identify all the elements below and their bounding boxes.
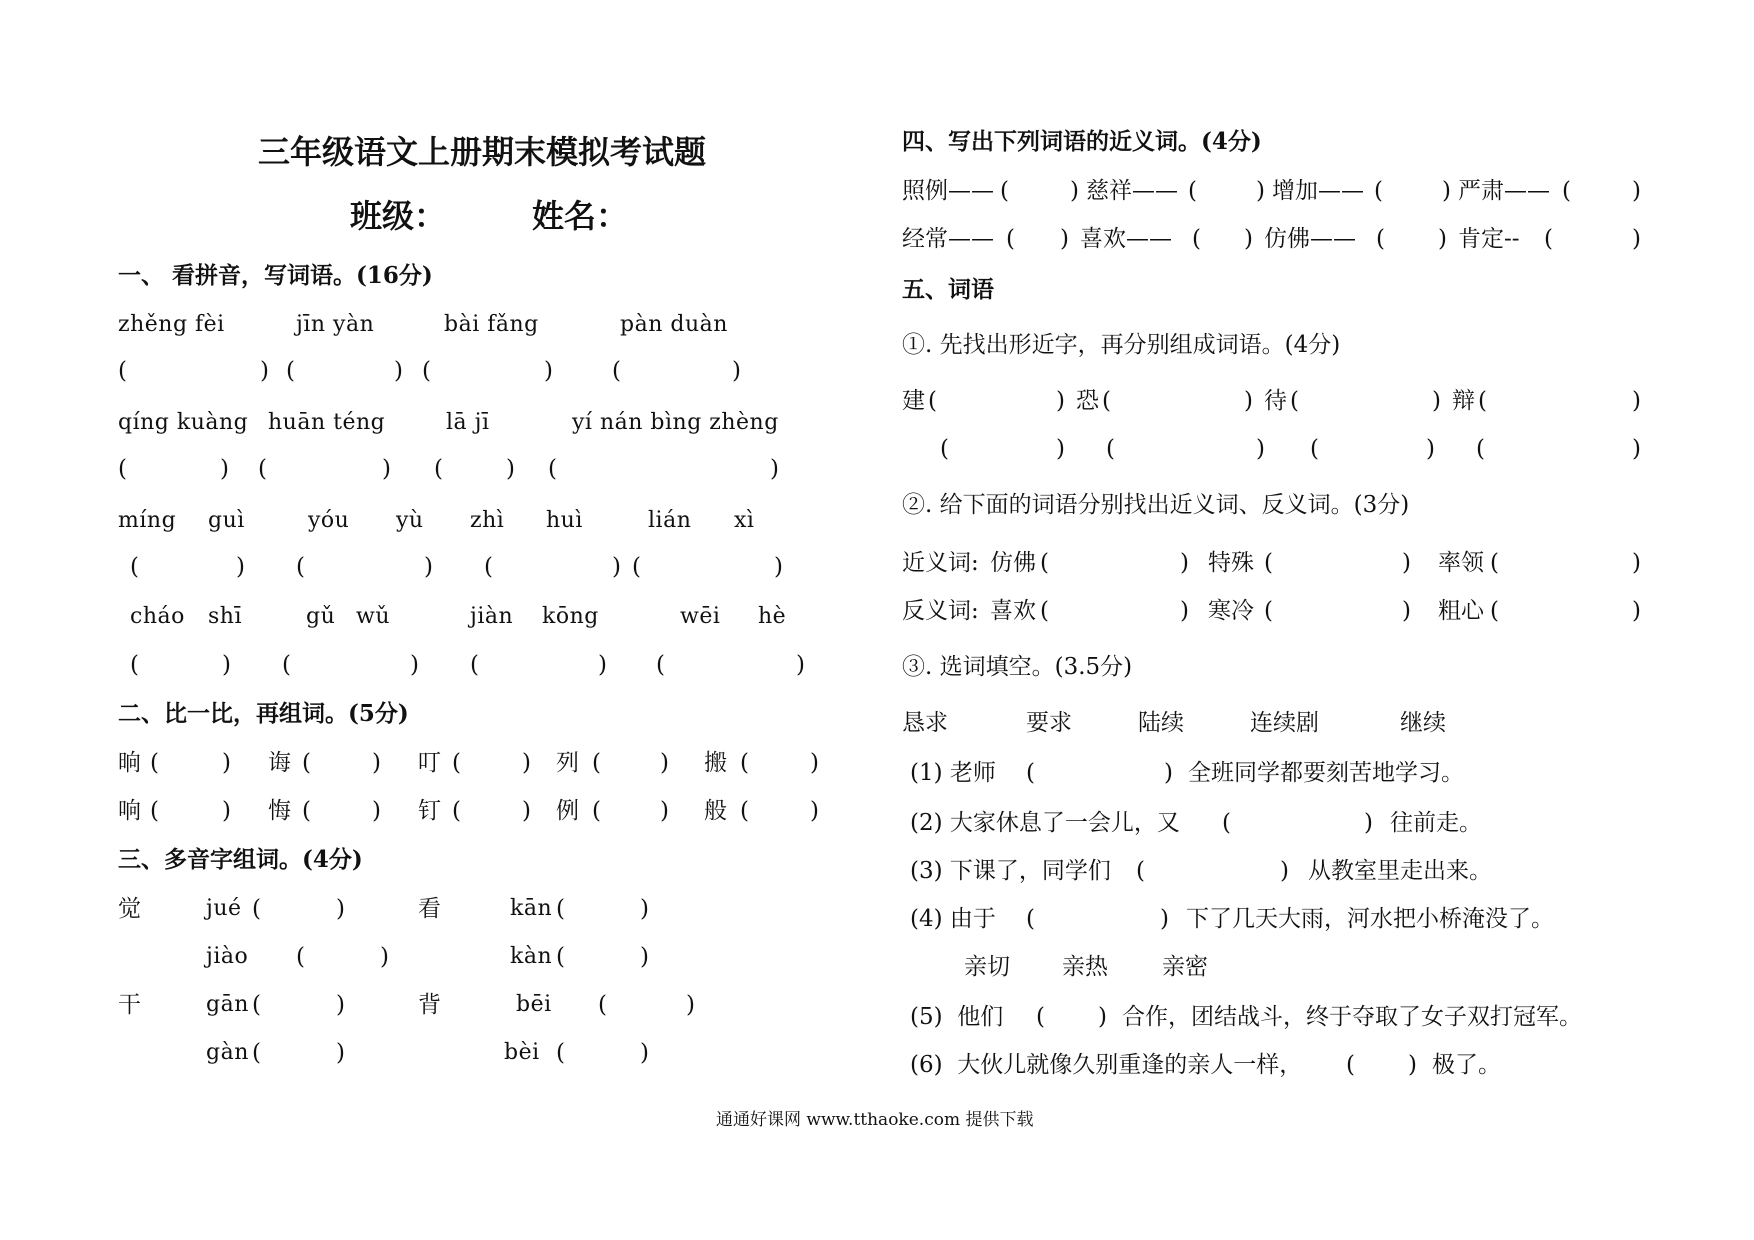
- polyphone-char: 干: [118, 992, 141, 1018]
- paren-close: ): [1160, 906, 1169, 932]
- pinyin: zhì: [470, 508, 505, 533]
- similar-char: 辩: [1452, 388, 1475, 414]
- choice-word: 连续剧: [1250, 710, 1319, 736]
- page-title: 三年级语文上册期末模拟考试题: [258, 133, 707, 171]
- class-label: 班级：: [350, 197, 447, 235]
- paren-close: ): [770, 456, 779, 482]
- pinyin: wǔ: [356, 604, 390, 629]
- paren-close: ): [424, 554, 433, 580]
- paren-close: ): [598, 652, 607, 678]
- paren-open: (: [940, 436, 949, 462]
- compare-char: 悔: [268, 798, 291, 824]
- paren-open: (: [1026, 760, 1035, 786]
- paren-close: ): [394, 358, 403, 384]
- pinyin: bēi: [516, 992, 552, 1017]
- paren-close: ): [1438, 226, 1447, 252]
- synonym-word: 喜欢——: [1080, 226, 1172, 252]
- paren-close: ): [1060, 226, 1069, 252]
- paren-close: ): [1632, 550, 1641, 576]
- sentence-6-end: 极了。: [1432, 1052, 1501, 1078]
- question-3: ③. 选词填空。(3.5分): [902, 654, 1133, 680]
- paren-close: ): [1070, 178, 1079, 204]
- paren-open: (: [150, 750, 159, 776]
- syn-word: 特殊: [1208, 550, 1254, 576]
- section-4-heading: 四、写出下列词语的近义词。(4分): [902, 128, 1262, 155]
- paren-close: ): [522, 798, 531, 824]
- paren-open: (: [592, 798, 601, 824]
- pinyin: lián: [648, 508, 692, 533]
- paren-open: (: [1478, 388, 1487, 414]
- pinyin: kān: [510, 896, 553, 921]
- pinyin: yóu: [308, 508, 350, 533]
- question-2: ②. 给下面的词语分别找出近义词、反义词。(3分): [902, 492, 1410, 518]
- similar-char: 恐: [1076, 388, 1099, 414]
- paren-open: (: [1188, 178, 1197, 204]
- sentence-5-end: 合作，团结战斗，终于夺取了女子双打冠军。: [1122, 1004, 1582, 1030]
- paren-open: (: [1376, 226, 1385, 252]
- pinyin: jué: [206, 896, 242, 921]
- paren-close: ): [380, 944, 389, 970]
- sentence-6-start: (6) 大伙儿就像久别重逢的亲人一样，: [910, 1052, 1303, 1078]
- synonym-label: 近义词:: [902, 550, 979, 576]
- paren-close: ): [1056, 436, 1065, 462]
- paren-open: (: [302, 798, 311, 824]
- pinyin: huān téng: [268, 410, 386, 435]
- antonym-label: 反义词:: [902, 598, 979, 624]
- paren-open: (: [1026, 906, 1035, 932]
- pinyin: xì: [734, 508, 755, 533]
- pinyin: gǔ: [306, 604, 336, 629]
- compare-char: 搬: [704, 750, 727, 776]
- paren-close: ): [810, 798, 819, 824]
- choice-word: 恳求: [902, 710, 948, 736]
- choice-word: 亲密: [1162, 954, 1208, 980]
- pinyin: lā jī: [446, 410, 490, 435]
- paren-close: ): [410, 652, 419, 678]
- polyphone-char: 背: [418, 992, 441, 1018]
- paren-open: (: [1544, 226, 1553, 252]
- paren-close: ): [1280, 858, 1289, 884]
- compare-char: 列: [556, 750, 579, 776]
- paren-close: ): [372, 798, 381, 824]
- paren-open: (: [302, 750, 311, 776]
- paren-open: (: [252, 992, 261, 1018]
- paren-close: ): [1098, 1004, 1107, 1030]
- pinyin: jiàn: [470, 604, 514, 629]
- sentence-3-start: (3) 下课了，同学们: [910, 858, 1111, 884]
- paren-close: ): [222, 750, 231, 776]
- paren-close: ): [810, 750, 819, 776]
- paren-close: ): [640, 896, 649, 922]
- paren-open: (: [928, 388, 937, 414]
- pinyin: jīn yàn: [296, 312, 375, 337]
- paren-open: (: [118, 456, 127, 482]
- paren-open: (: [592, 750, 601, 776]
- paren-close: ): [796, 652, 805, 678]
- pinyin: qíng kuàng: [118, 410, 249, 435]
- paren-close: ): [640, 944, 649, 970]
- paren-open: (: [1102, 388, 1111, 414]
- paren-open: (: [282, 652, 291, 678]
- synonym-word: 慈祥——: [1086, 178, 1178, 204]
- paren-close: ): [1442, 178, 1451, 204]
- paren-close: ): [640, 1040, 649, 1066]
- paren-open: (: [740, 798, 749, 824]
- paren-close: ): [686, 992, 695, 1018]
- choice-word: 亲热: [1062, 954, 1108, 980]
- pinyin: gàn: [206, 1040, 249, 1065]
- paren-open: (: [452, 798, 461, 824]
- paren-close: ): [220, 456, 229, 482]
- pinyin: míng: [118, 508, 177, 533]
- paren-close: ): [236, 554, 245, 580]
- paren-open: (: [452, 750, 461, 776]
- pinyin: yí nán bìng zhèng: [572, 410, 779, 435]
- paren-open: (: [1264, 598, 1273, 624]
- compare-char: 叮: [418, 750, 441, 776]
- compare-char: 般: [704, 798, 727, 824]
- compare-char: 晌: [118, 750, 141, 776]
- paren-close: ): [336, 992, 345, 1018]
- paren-close: ): [544, 358, 553, 384]
- paren-open: (: [1290, 388, 1299, 414]
- paren-open: (: [598, 992, 607, 1018]
- pinyin: guì: [208, 508, 245, 533]
- paren-close: ): [612, 554, 621, 580]
- sentence-2-end: 往前走。: [1390, 810, 1482, 836]
- ant-word: 粗心: [1438, 598, 1484, 624]
- choice-word: 亲切: [964, 954, 1010, 980]
- pinyin: gān: [206, 992, 249, 1017]
- paren-close: ): [1164, 760, 1173, 786]
- paren-close: ): [336, 896, 345, 922]
- paren-close: ): [732, 358, 741, 384]
- footer-text: 通通好课网 www.tthaoke.com 提供下载: [716, 1110, 1034, 1130]
- paren-close: ): [1244, 226, 1253, 252]
- pinyin: kàn: [510, 944, 553, 969]
- syn-word: 率领: [1438, 550, 1484, 576]
- paren-open: (: [296, 944, 305, 970]
- paren-open: (: [1346, 1052, 1355, 1078]
- pinyin: wēi: [680, 604, 721, 629]
- synonym-word: 仿佛——: [1264, 226, 1356, 252]
- pinyin: pàn duàn: [620, 312, 728, 337]
- question-1: ①. 先找出形近字，再分别组成词语。(4分): [902, 332, 1341, 358]
- paren-open: (: [1000, 178, 1009, 204]
- pinyin: yù: [396, 508, 424, 533]
- polyphone-char: 看: [418, 896, 441, 922]
- sentence-4-end: 下了几天大雨，河水把小桥淹没了。: [1186, 906, 1554, 932]
- paren-close: ): [1364, 810, 1373, 836]
- paren-open: (: [548, 456, 557, 482]
- paren-open: (: [556, 896, 565, 922]
- paren-open: (: [1040, 598, 1049, 624]
- paren-close: ): [660, 798, 669, 824]
- paren-close: ): [1256, 436, 1265, 462]
- paren-close: ): [1632, 178, 1641, 204]
- pinyin: huì: [546, 508, 583, 533]
- ant-word: 喜欢: [990, 598, 1036, 624]
- paren-open: (: [434, 456, 443, 482]
- paren-open: (: [1490, 550, 1499, 576]
- paren-open: (: [1374, 178, 1383, 204]
- compare-char: 例: [556, 798, 579, 824]
- similar-char: 待: [1264, 388, 1287, 414]
- paren-close: ): [660, 750, 669, 776]
- paren-open: (: [296, 554, 305, 580]
- paren-open: (: [632, 554, 641, 580]
- synonym-word: 严肃——: [1458, 178, 1550, 204]
- paren-close: ): [1256, 178, 1265, 204]
- paren-open: (: [1192, 226, 1201, 252]
- paren-open: (: [130, 652, 139, 678]
- choice-word: 陆续: [1138, 710, 1184, 736]
- section-2-heading: 二、比一比，再组词。(5分): [118, 700, 409, 727]
- synonym-word: 照例——: [902, 178, 994, 204]
- paren-close: ): [1632, 388, 1641, 414]
- section-1-heading: 一、 看拼音，写词语。(16分): [118, 262, 433, 289]
- paren-open: (: [130, 554, 139, 580]
- pinyin: cháo: [130, 604, 185, 629]
- pinyin: jiào: [206, 944, 249, 969]
- section-5-heading: 五、词语: [902, 276, 994, 303]
- paren-close: ): [1426, 436, 1435, 462]
- paren-close: ): [1180, 598, 1189, 624]
- paren-close: ): [1244, 388, 1253, 414]
- paren-close: ): [1632, 598, 1641, 624]
- paren-close: ): [774, 554, 783, 580]
- choice-word: 继续: [1400, 710, 1446, 736]
- paren-close: ): [222, 652, 231, 678]
- paren-open: (: [1036, 1004, 1045, 1030]
- paren-close: ): [1408, 1052, 1417, 1078]
- paren-open: (: [556, 1040, 565, 1066]
- paren-open: (: [1264, 550, 1273, 576]
- paren-close: ): [1402, 598, 1411, 624]
- paren-close: ): [382, 456, 391, 482]
- paren-open: (: [286, 358, 295, 384]
- paren-close: ): [1056, 388, 1065, 414]
- similar-char: 建: [902, 388, 925, 414]
- synonym-word: 肯定--: [1458, 226, 1520, 252]
- paren-open: (: [258, 456, 267, 482]
- pinyin: bài fǎng: [444, 312, 539, 337]
- sentence-2-start: (2) 大家休息了一会儿，又: [910, 810, 1180, 836]
- pinyin: bèi: [504, 1040, 540, 1065]
- paren-open: (: [252, 896, 261, 922]
- paren-close: ): [1402, 550, 1411, 576]
- paren-close: ): [372, 750, 381, 776]
- compare-char: 诲: [268, 750, 291, 776]
- paren-open: (: [1222, 810, 1231, 836]
- paren-close: ): [522, 750, 531, 776]
- paren-open: (: [1310, 436, 1319, 462]
- paren-close: ): [1432, 388, 1441, 414]
- paren-open: (: [252, 1040, 261, 1066]
- section-3-heading: 三、多音字组词。(4分): [118, 846, 363, 873]
- paren-close: ): [506, 456, 515, 482]
- paren-open: (: [1562, 178, 1571, 204]
- sentence-5-start: (5) 他们: [910, 1004, 1004, 1030]
- paren-close: ): [336, 1040, 345, 1066]
- paren-open: (: [422, 358, 431, 384]
- paren-open: (: [118, 358, 127, 384]
- pinyin: zhěng fèi: [118, 312, 225, 337]
- sentence-1-start: (1) 老师: [910, 760, 996, 786]
- compare-char: 响: [118, 798, 141, 824]
- sentence-4-start: (4) 由于: [910, 906, 996, 932]
- ant-word: 寒冷: [1208, 598, 1254, 624]
- paren-open: (: [1136, 858, 1145, 884]
- pinyin: hè: [758, 604, 787, 629]
- name-label: 姓名：: [532, 197, 629, 235]
- paren-open: (: [740, 750, 749, 776]
- pinyin: kōng: [542, 604, 599, 629]
- compare-char: 钉: [418, 798, 441, 824]
- sentence-3-end: 从教室里走出来。: [1308, 858, 1492, 884]
- paren-open: (: [656, 652, 665, 678]
- paren-close: ): [260, 358, 269, 384]
- paren-open: (: [612, 358, 621, 384]
- paren-open: (: [484, 554, 493, 580]
- synonym-word: 经常——: [902, 226, 994, 252]
- paren-open: (: [1490, 598, 1499, 624]
- syn-word: 仿佛: [990, 550, 1036, 576]
- paren-open: (: [1106, 436, 1115, 462]
- paren-open: (: [1006, 226, 1015, 252]
- paren-close: ): [1632, 436, 1641, 462]
- paren-open: (: [1476, 436, 1485, 462]
- paren-close: ): [1632, 226, 1641, 252]
- paren-close: ): [1180, 550, 1189, 576]
- paren-open: (: [556, 944, 565, 970]
- sentence-1-end: 全班同学都要刻苦地学习。: [1188, 760, 1464, 786]
- polyphone-char: 觉: [118, 896, 141, 922]
- paren-open: (: [1040, 550, 1049, 576]
- choice-word: 要求: [1026, 710, 1072, 736]
- paren-close: ): [222, 798, 231, 824]
- paren-open: (: [470, 652, 479, 678]
- pinyin: shī: [208, 604, 242, 629]
- paren-open: (: [150, 798, 159, 824]
- synonym-word: 增加——: [1272, 178, 1364, 204]
